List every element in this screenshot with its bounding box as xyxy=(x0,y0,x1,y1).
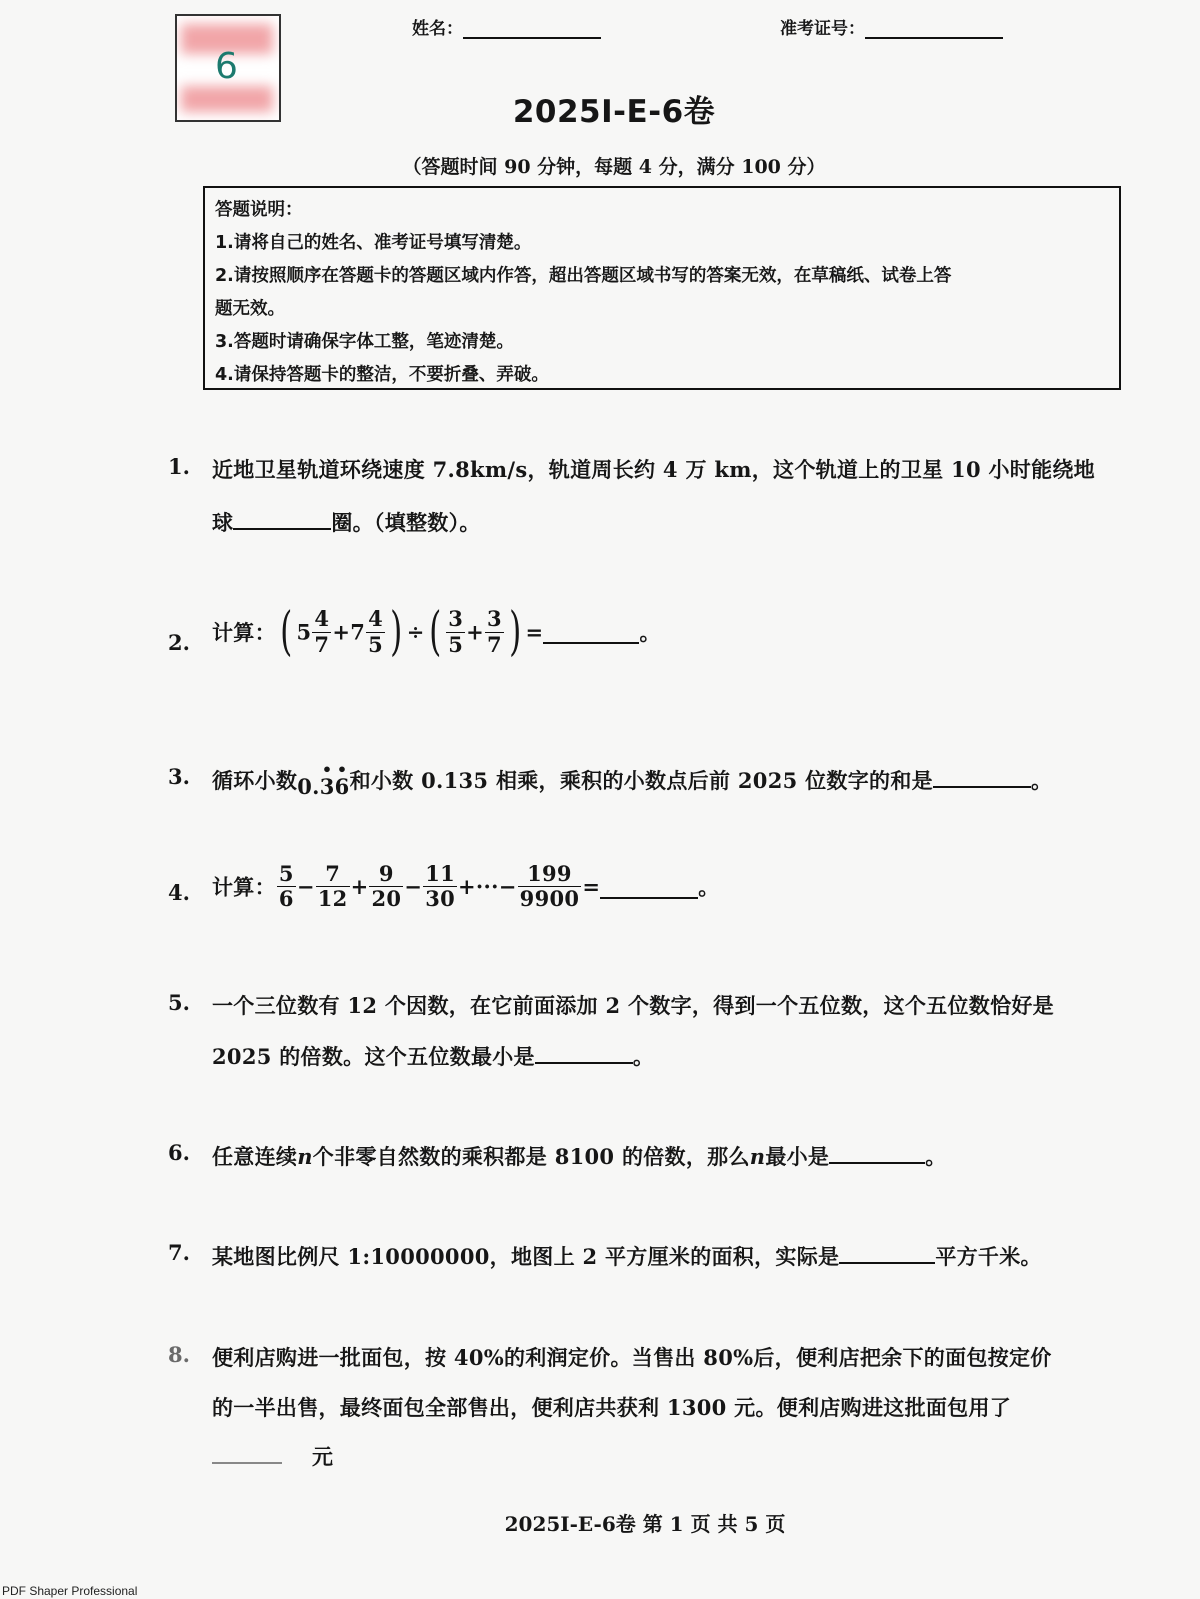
answer-blank[interactable] xyxy=(839,1240,935,1264)
answer-blank[interactable] xyxy=(233,506,331,530)
exam-id-blank[interactable] xyxy=(865,19,1003,39)
question-number: 8. xyxy=(168,1342,190,1367)
question-number: 6. xyxy=(168,1140,190,1165)
name-label: 姓名： xyxy=(412,19,463,39)
name-blank[interactable] xyxy=(463,19,601,39)
question-text: 循环小数0.• 3• 6和小数 0.135 相乘，乘积的小数点后前 2025 位数字的和是 。 xyxy=(212,764,1052,795)
watermark-text: PDF Shaper Professional xyxy=(2,1584,138,1598)
instructions-box xyxy=(203,186,1121,390)
answer-blank[interactable] xyxy=(600,875,698,899)
question-expression: 计算：( 5 $\frac{4}{7}$ +7 $\frac{4}{5}$ ) ÷( $\frac{3}{5}$ + $\frac{3}{7}$ ) = 。 xyxy=(212,602,661,662)
question-text: 近地卫星轨道环绕速度 7.8km/s，轨道周长约 4 万 km，这个轨道上的卫星 10 小时能绕地 xyxy=(212,457,1095,482)
instruction-item: 4.请保持答题卡的整洁，不要折叠、弄破。 xyxy=(215,365,549,385)
exam-id-field[interactable] xyxy=(780,14,1003,39)
instruction-item: 2.请按照顺序在答题卡的答题区域内作答，超出答题区域书写的答案无效，在草稿纸、试卷上答 xyxy=(215,266,952,286)
question-number: 2. xyxy=(168,630,190,655)
question-text: 球 圈。（填整数）。 xyxy=(212,506,481,537)
stamp-number: 6 xyxy=(215,46,238,87)
answer-blank[interactable] xyxy=(535,1040,633,1064)
instruction-item: 题无效。 xyxy=(215,299,285,319)
question-number: 3. xyxy=(168,764,190,789)
page-footer: 2025I-E-6卷 第 1 页 共 5 页 xyxy=(504,1512,786,1536)
question-number: 1. xyxy=(168,454,190,479)
question-number: 5. xyxy=(168,990,190,1015)
repeating-dot: • 6 xyxy=(335,774,350,799)
question-text: 一个三位数有 12 个因数，在它前面添加 2 个数字，得到一个五位数，这个五位数恰好是 xyxy=(212,993,1054,1018)
page-title: 2025I-E-6卷 xyxy=(512,94,716,130)
instruction-item: 1.请将自己的姓名、准考证号填写清楚。 xyxy=(215,233,532,253)
answer-blank[interactable] xyxy=(212,1440,282,1464)
instruction-item: 3.答题时请确保字体工整，笔迹清楚。 xyxy=(215,332,514,352)
instructions-heading: 答题说明： xyxy=(215,200,303,220)
question-text: 任意连续n个非零自然数的乘积都是 8100 的倍数，那么n最小是 。 xyxy=(212,1140,947,1171)
answer-blank[interactable] xyxy=(543,620,639,644)
question-text: 便利店购进一批面包，按 40%的利润定价。当售出 80%后，便利店把余下的面包按定价 xyxy=(212,1345,1052,1370)
page-subtitle: （答题时间 90 分钟，每题 4 分，满分 100 分） xyxy=(402,156,826,178)
question-expression: 计算： $\frac{5}{6}$ − $\frac{7}{12}$ + $\frac{9}{20}$ − $\frac{11}{30}$ +···− $\frac{199}{9900}$ = 。 xyxy=(212,861,720,912)
question-text: 的一半出售，最终面包全部售出，便利店共获利 1300 元。便利店购进这批面包用了 xyxy=(212,1395,1012,1420)
exam-id-label: 准考证号： xyxy=(780,19,865,39)
question-text: 元 xyxy=(212,1440,333,1471)
name-field[interactable] xyxy=(412,14,601,39)
question-text: 某地图比例尺 1:10000000，地图上 2 平方厘米的面积，实际是 平方千米。 xyxy=(212,1240,1042,1271)
answer-blank[interactable] xyxy=(933,764,1031,788)
repeating-dot: • 3 xyxy=(320,774,335,799)
question-number: 4. xyxy=(168,880,190,905)
question-number: 7. xyxy=(168,1240,190,1265)
question-text: 2025 的倍数。这个五位数最小是 。 xyxy=(212,1040,654,1071)
answer-blank[interactable] xyxy=(829,1140,925,1164)
